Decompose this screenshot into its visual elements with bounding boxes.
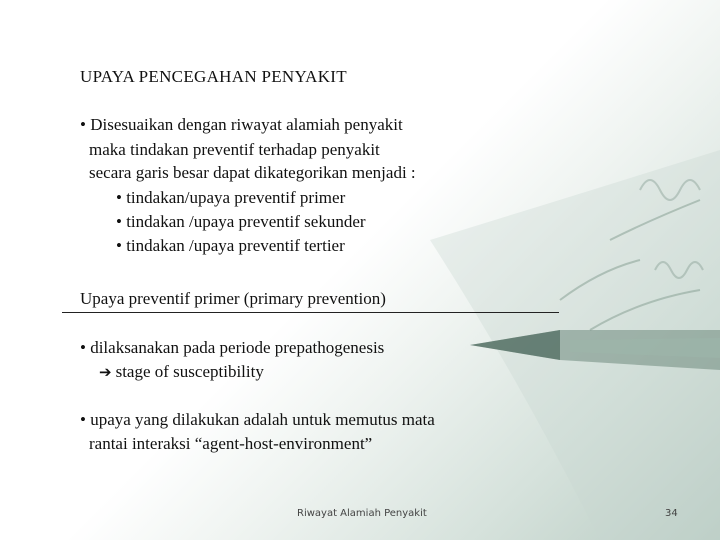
- bullet-1-line-1: • Disesuaikan dengan riwayat alamiah penyakit: [80, 115, 403, 134]
- sub-item-sekunder: • tindakan /upaya preventif sekunder: [116, 212, 366, 231]
- bullet-2-line-2-text: stage of susceptibility: [115, 362, 264, 381]
- footer-text: Riwayat Alamiah Penyakit: [297, 508, 427, 519]
- bullet-3-line-2: rantai interaksi “agent-host-environment”: [89, 434, 373, 453]
- sub-item-tertier: • tindakan /upaya preventif tertier: [116, 236, 345, 255]
- subheading-underline: [62, 312, 559, 313]
- arrow-right-icon: ➔: [99, 363, 112, 381]
- bullet-1-line-2: maka tindakan preventif terhadap penyakit: [89, 140, 380, 159]
- bullet-2-line-1: • dilaksanakan pada periode prepathogenesis: [80, 338, 385, 357]
- bullet-3-line-1: • upaya yang dilakukan adalah untuk memutus mata: [80, 410, 435, 429]
- bullet-2-line-2: [99, 363, 264, 380]
- page-number: 34: [665, 508, 678, 519]
- sub-item-primer: • tindakan/upaya preventif primer: [116, 188, 346, 207]
- subheading: Upaya preventif primer (primary prevention): [80, 289, 386, 308]
- slide-title: UPAYA PENCEGAHAN PENYAKIT: [80, 67, 347, 86]
- bullet-1-line-3: secara garis besar dapat dikategorikan menjadi :: [89, 163, 416, 182]
